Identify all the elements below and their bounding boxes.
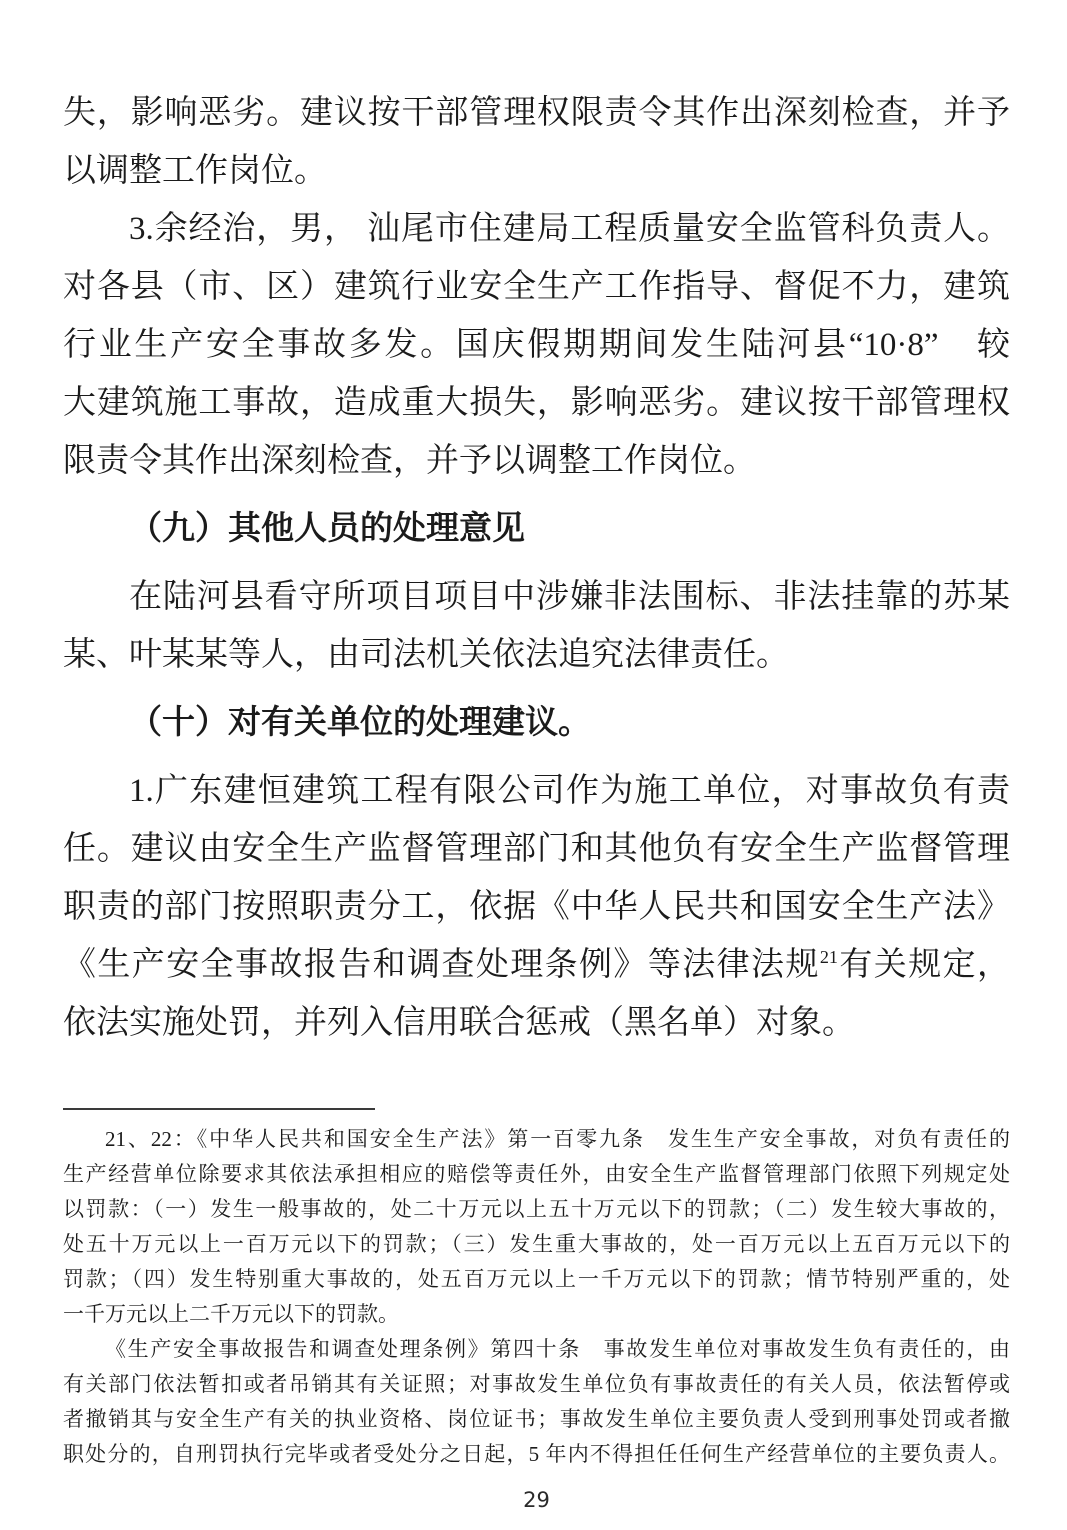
footnote-line: 一千万元以上二千万元以下的罚款。 <box>63 1302 399 1326</box>
body-line: 失，影响恶劣。建议按干部管理权限责令其作出深刻检查，并予 <box>63 95 1010 131</box>
footnote-line: 生产经营单位除要求其依法承担相应的赔偿等责任外，由安全生产监督管理部门依照下列规定处 <box>63 1162 1010 1186</box>
body-text: 《生产安全事故报告和调查处理条例》等法律法规 <box>63 947 820 983</box>
body-line: 1.广东建恒建筑工程有限公司作为施工单位，对事故负有责 <box>129 773 1010 809</box>
footnote-line: 21、22：《中华人民共和国安全生产法》第一百零九条 发生生产安全事故，对负有责任的 <box>105 1127 1010 1151</box>
section-heading-9: （九）其他人员的处理意见 <box>129 511 525 547</box>
body-line: 行业生产安全事故多发。国庆假期期间发生陆河县“10·8” 较 <box>63 327 1010 363</box>
section-heading-10: （十）对有关单位的处理建议。 <box>129 705 591 741</box>
body-line: 以调整工作岗位。 <box>63 153 327 189</box>
body-line: 在陆河县看守所项目项目中涉嫌非法围标、非法挂靠的苏某 <box>129 579 1010 615</box>
footnote-line: 处五十万元以上一百万元以下的罚款；（三）发生重大事故的，处一百万元以上五百万元以下的 <box>63 1232 1010 1256</box>
body-line: 依法实施处罚，并列入信用联合惩戒（黑名单）对象。 <box>63 1005 855 1041</box>
footnote-line: 者撤销其与安全生产有关的执业资格、岗位证书；事故发生单位主要负责人受到刑事处罚或者撤 <box>63 1407 1010 1431</box>
page-number: 29 <box>523 1488 550 1512</box>
footnote-separator <box>63 1108 375 1110</box>
body-line-with-footnote-ref <box>63 936 1010 994</box>
footnote-line: 罚款；（四）发生特别重大事故的，处五百万元以上一千万元以下的罚款；情节特别严重的，处 <box>63 1267 1010 1291</box>
footnote-line: 以罚款：（一）发生一般事故的，处二十万元以上五十万元以下的罚款；（二）发生较大事故的， <box>63 1197 1010 1221</box>
body-line: 任。建议由安全生产监督管理部门和其他负有安全生产监督管理 <box>63 831 1010 867</box>
footnote-line: 职处分的，自刑罚执行完毕或者受处分之日起，5 年内不得担任任何生产经营单位的主要负责人。 <box>63 1442 1010 1466</box>
document-body <box>63 84 1010 1052</box>
body-line: 限责令其作出深刻检查，并予以调整工作岗位。 <box>63 443 756 479</box>
body-line: 3.余经治，男， 汕尾市住建局工程质量安全监管科负责人。 <box>129 211 1010 247</box>
body-line: 对各县（市、区）建筑行业安全生产工作指导、督促不力，建筑 <box>63 269 1010 305</box>
body-line: 大建筑施工事故，造成重大损失，影响恶劣。建议按干部管理权 <box>63 385 1010 421</box>
body-line: 职责的部门按照职责分工，依据《中华人民共和国安全生产法》 <box>63 889 1010 925</box>
footnote-block <box>63 1122 1010 1472</box>
footnote-ref-21: 21 <box>819 947 838 967</box>
body-line: 某、叶某某等人，由司法机关依法追究法律责任。 <box>63 637 789 673</box>
footnote-line: 有关部门依法暂扣或者吊销其有关证照；对事故发生单位负有事故责任的有关人员，依法暂停或 <box>63 1372 1010 1396</box>
body-text: 有关规定， <box>838 947 1010 983</box>
footnote-line: 《生产安全事故报告和调查处理条例》第四十条 事故发生单位对事故发生负有责任的，由 <box>105 1337 1010 1361</box>
